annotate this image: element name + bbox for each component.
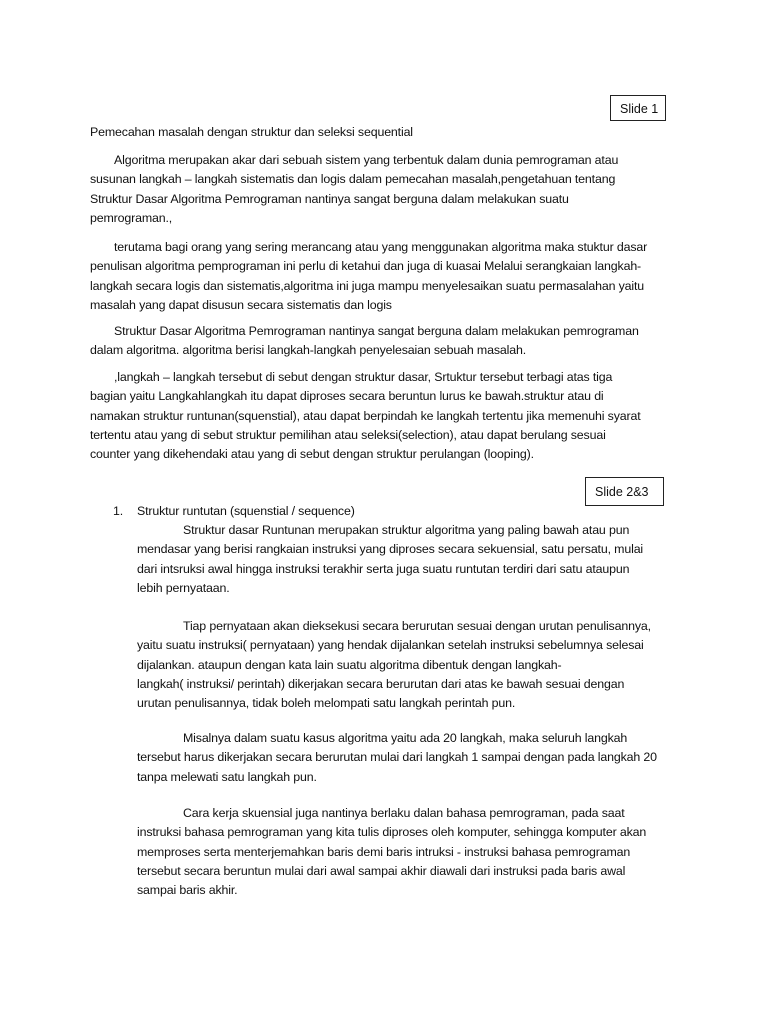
paragraph-line: bagian yaitu Langkahlangkah itu dapat diproses secara beruntun lurus ke bawah.struktur atau di [90,389,604,404]
list-paragraph-4 [137,804,646,900]
list-paragraph-1 [137,521,643,598]
slide-1-label: Slide 1 [620,102,659,116]
list-number: 1. [113,504,124,518]
paragraph-line: tertentu atau yang di sebut struktur pemilihan atau seleksi(selection), atau dapat berulang sesuai [90,427,606,442]
paragraph-line: terutama bagi orang yang sering merancang atau yang menggunakan algoritma maka stuktur dasar [114,240,648,254]
list-paragraph-3 [137,729,657,787]
paragraph-line: dari intsruksi awal hingga instruksi terakhir serta juga suatu runtutan terdiri dari satu ataupun [137,561,630,576]
slide-2-3-label-box [585,477,664,506]
paragraph-line: yaitu suatu instruksi( pernyataan) yang hendak dijalankan setelah instruksi sebelumnya selesai [137,638,644,653]
paragraph-line: Struktur dasar Runtunan merupakan struktur algoritma yang paling bawah atau pun [183,523,630,537]
paragraph-line: ,langkah – langkah tersebut di sebut dengan struktur dasar, Srtuktur tersebut terbagi atas tiga [114,370,613,384]
list-item-number [113,502,123,521]
paragraph-2 [90,238,647,315]
paragraph-line: tersebut harus dikerjakan secara berurutan mulai dari langkah 1 sampai dengan pada langkah 20 [137,750,657,765]
paragraph-3 [90,322,639,361]
paragraph-4 [90,368,641,464]
paragraph-line: mendasar yang berisi rangkaian instruksi yang diproses secara sekuensial, satu persatu, mulai [137,542,644,557]
paragraph-1 [90,151,618,228]
paragraph-line: susunan langkah – langkah sistematis dan logis dalam pemecahan masalah,pengetahuan tentang [90,172,616,187]
paragraph-line: Algoritma merupakan akar dari sebuah sistem yang terbentuk dalam dunia pemrograman atau [114,153,619,167]
paragraph-line: namakan struktur runtunan(squenstial), atau dapat berpindah ke langkah tertentu jika memenuhi syarat [90,408,641,423]
list-paragraph-2 [137,617,651,713]
paragraph-line: memproses serta menterjemahkan baris demi baris intruksi - instruksi bahasa pemrograman [137,844,631,859]
paragraph-line: tanpa melewati satu langkah pun. [137,769,317,784]
paragraph-line: Struktur Dasar Algoritma Pemrograman nantinya sangat berguna dalam melakukan suatu [90,191,569,206]
paragraph-line: Struktur Dasar Algoritma Pemrograman nantinya sangat berguna dalam melakukan pemrograman [114,324,639,338]
paragraph-line: langkah secara logis dan sistematis,algoritma ini juga mampu menyelesaikan suatu permasalahan yaitu [90,278,645,293]
paragraph-line: Misalnya dalam suatu kasus algoritma yaitu ada 20 langkah, maka seluruh langkah [183,731,628,745]
paragraph-line: langkah( instruksi/ perintah) dikerjakan secara berurutan dari atas ke bawah sesuai dengan [137,676,625,691]
paragraph-line: Tiap pernyataan akan dieksekusi secara berurutan sesuai dengan urutan penulisannya, [183,619,651,633]
paragraph-line: dalam algoritma. algoritma berisi langkah-langkah penyelesaian sebuah masalah. [90,343,527,358]
slide-2-3-label: Slide 2&3 [595,485,649,499]
paragraph-line: counter yang dikehendaki atau yang di sebut dengan struktur perulangan (looping). [90,447,534,462]
paragraph-line: tersebut secara beruntun mulai dari awal sampai akhir diawali dari instruksi pada baris awal [137,863,626,878]
paragraph-line: dijalankan. ataupun dengan kata lain suatu algoritma dibentuk dengan langkah- [137,657,562,672]
slide-1-label-box [610,95,666,121]
paragraph-line: sampai baris akhir. [137,883,238,898]
paragraph-line: masalah yang dapat disusun secara sistematis dan logis [90,297,392,312]
list-item-title [137,502,355,521]
paragraph-line: lebih pernyataan. [137,580,230,595]
list-title: Struktur runtutan (squenstial / sequence) [137,504,355,518]
paragraph-line: pemrograman., [90,210,173,225]
document-title [90,123,413,142]
paragraph-line: urutan penulisannya, tidak boleh melompati satu langkah perintah pun. [137,696,516,711]
paragraph-line: penulisan algoritma pemprograman ini perlu di ketahui dan juga di kuasai Melalui serangkaian langkah- [90,259,642,274]
title-line: Pemecahan masalah dengan struktur dan seleksi sequential [90,125,413,139]
paragraph-line: Cara kerja skuensial juga nantinya berlaku dalan bahasa pemrograman, pada saat [183,806,625,820]
paragraph-line: instruksi bahasa pemrograman yang kita tulis diproses oleh komputer, sehingga komputer akan [137,825,647,840]
